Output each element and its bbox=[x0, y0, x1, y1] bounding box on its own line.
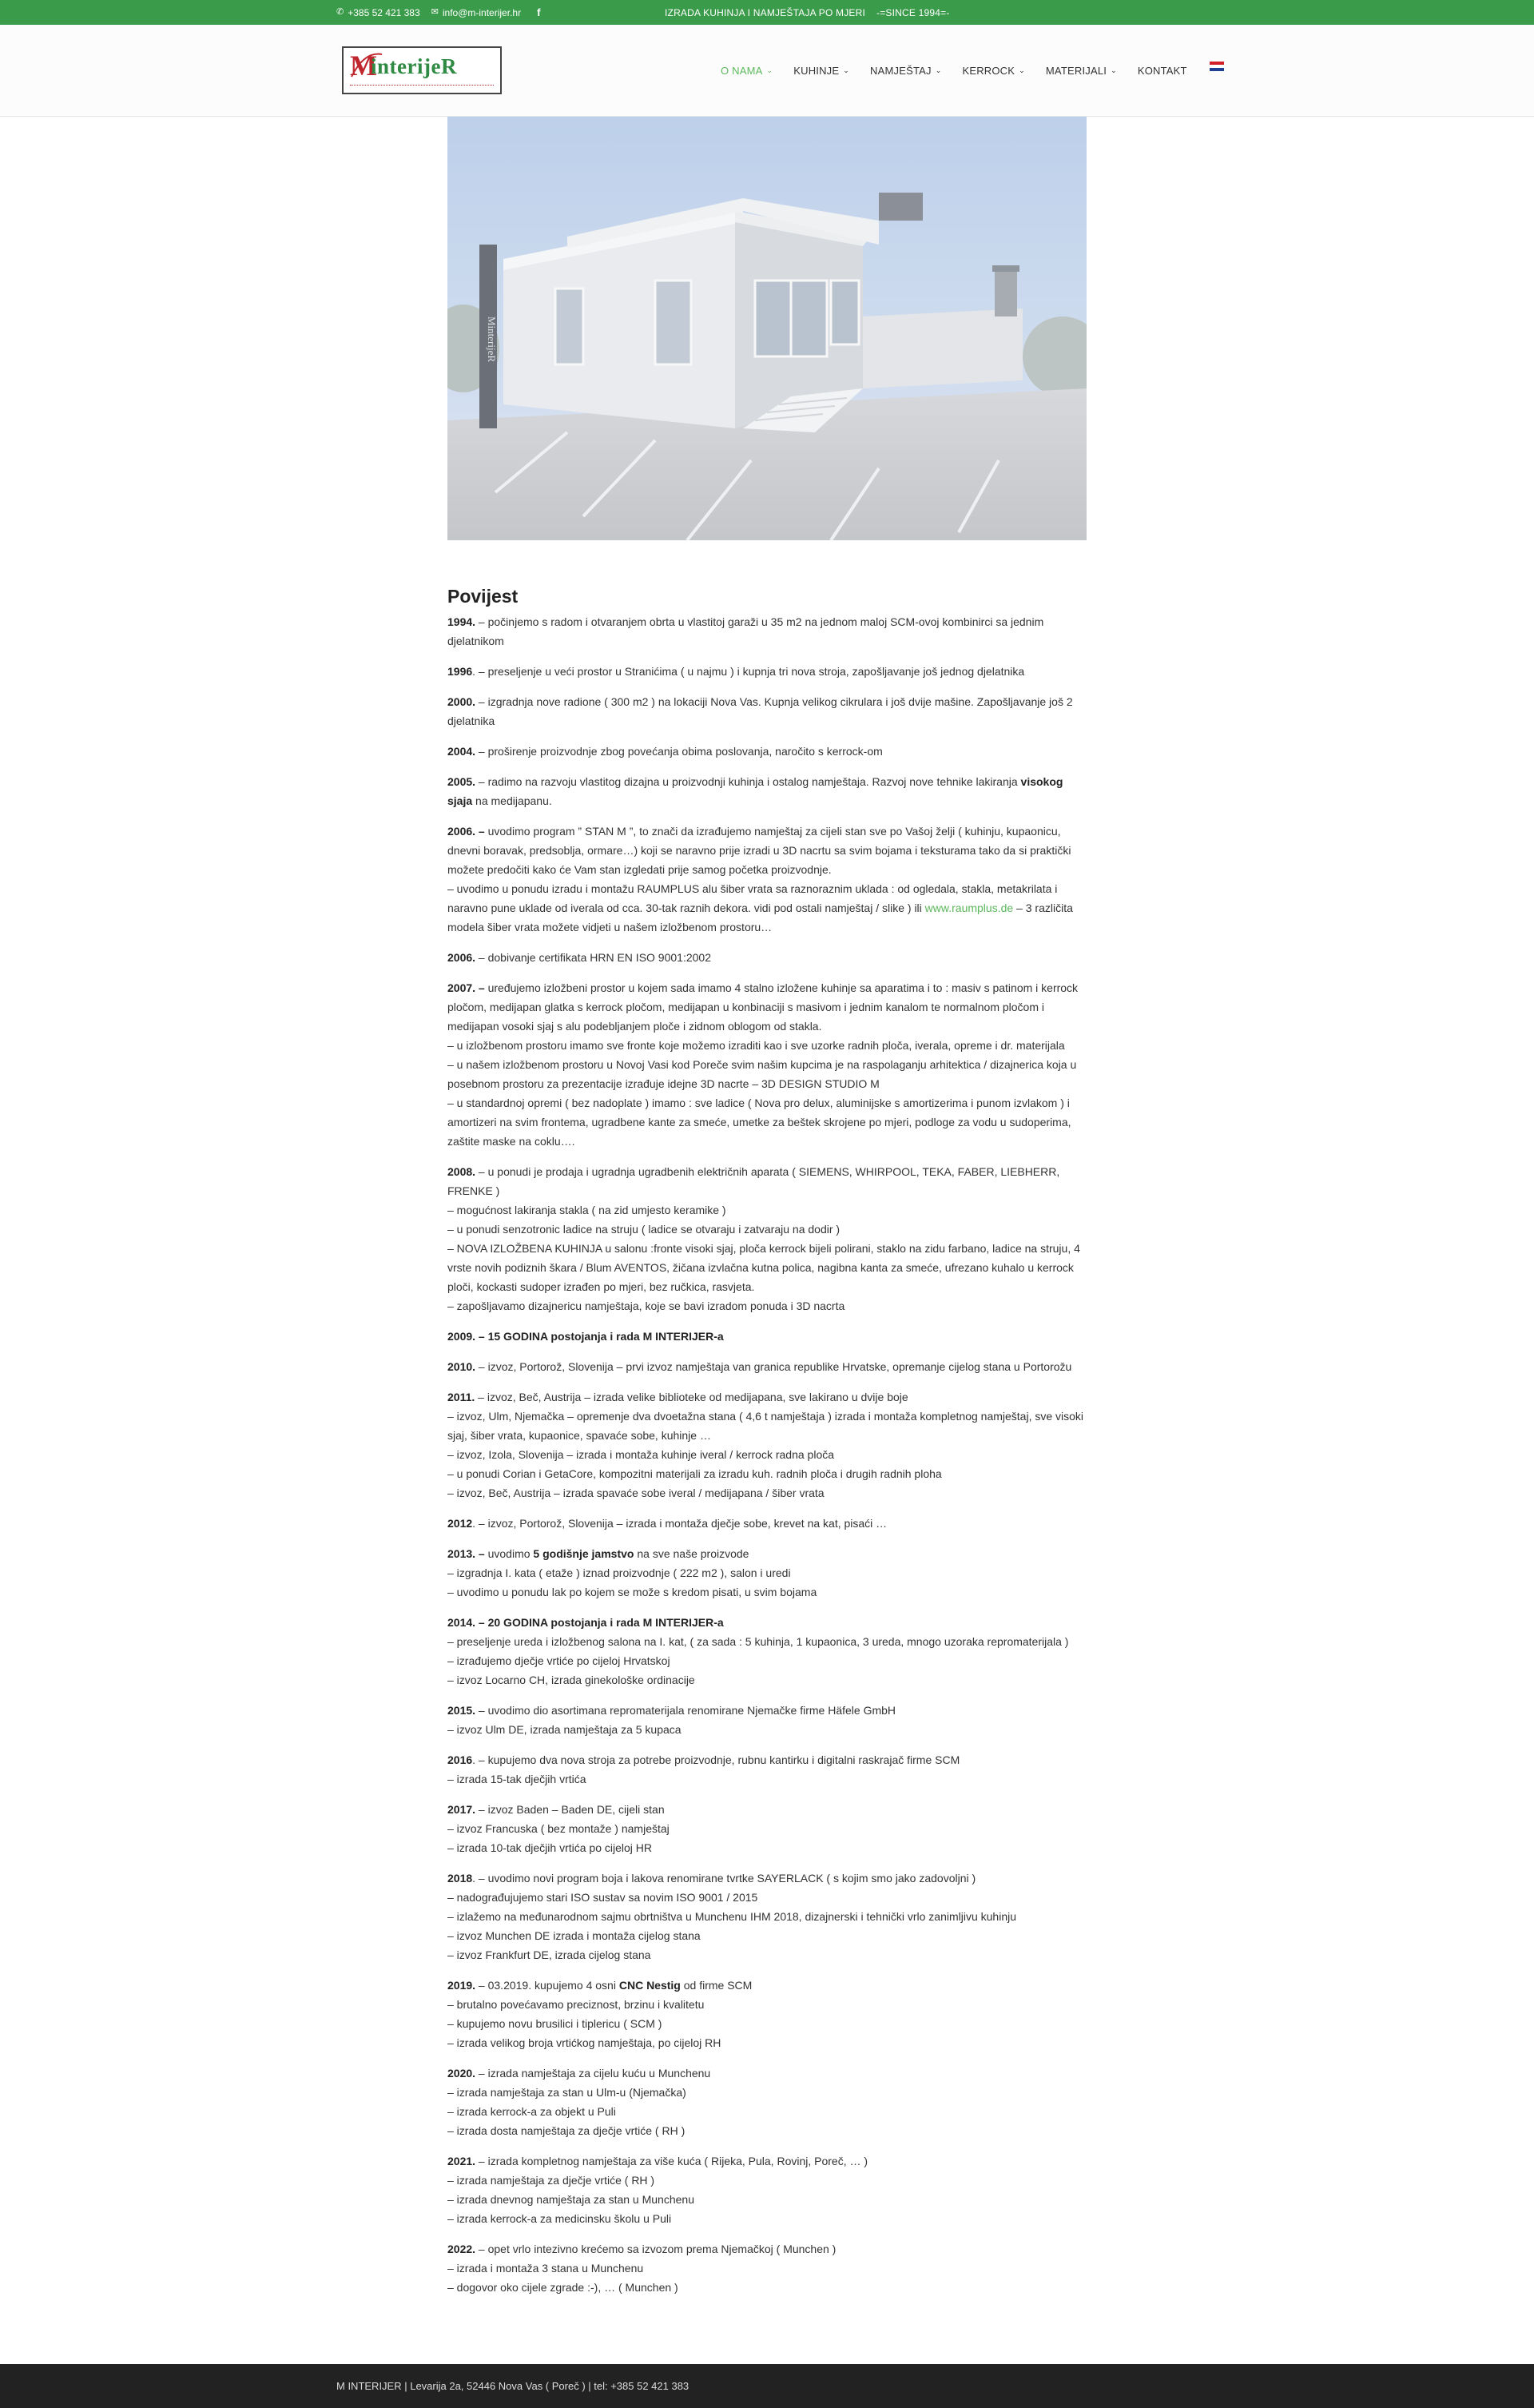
entry-text: . – kupujemo dva nova stroja za potrebe proizvodnje, rubnu kantirku i digitalni raskrajač firme SCM bbox=[472, 1753, 960, 1766]
entry-year: 2014. – 20 GODINA postojanja i rada M INTERIJER-a bbox=[447, 1616, 724, 1629]
history-entry bbox=[447, 1162, 1087, 1315]
raumplus-link[interactable]: www.raumplus.de bbox=[924, 902, 1014, 914]
entry-year: 1994. bbox=[447, 615, 476, 628]
entry-text: – u izložbenom prostoru imamo sve fronte koje možemo izraditi kao i sve uzorke radnih ploča, iverala, opreme i dr. materijala bbox=[447, 1039, 1065, 1052]
entry-year: 2022. bbox=[447, 2243, 476, 2255]
history-entry bbox=[447, 742, 1087, 761]
entry-text: – u ponudi Corian i GetaCore, kompozitni materijali za izradu kuh. radnih ploča i drugih radnih ploha bbox=[447, 1467, 942, 1480]
history-entry bbox=[447, 612, 1087, 651]
entry-text: – izrađujemo dječje vrtiće po cijeloj Hrvatskoj bbox=[447, 1654, 670, 1667]
entry-text: – u našem izložbenom prostoru u Novoj Vasi kod Poreče svim našim kupcima je na raspolaganju arhitektica / dizajnerica koja u posebnom prostoru za prezentacije izrađuje idejne 3D nacrte – 3D DESIGN STUDIO M bbox=[447, 1058, 1077, 1090]
entry-year: 5 godišnje jamstvo bbox=[533, 1547, 634, 1560]
nav-label: KERROCK bbox=[962, 65, 1015, 77]
history-entry bbox=[447, 1357, 1087, 1376]
entry-text: – u standardnoj opremi ( bez nadoplate ) imamo : sve ladice ( Nova pro delux, aluminijske s amortizerima i punom izvlakom ) i amortizeri na svim frontema, ugradbene kante za smeće, umetke za beštek skrojene po mjeri, podloge za vodu u sudoperima, zaštite maske na coklu…. bbox=[447, 1097, 1071, 1148]
entry-text: – izvoz Francuska ( bez montaže ) namještaj bbox=[447, 1822, 670, 1835]
entry-text: – proširenje proizvodnje zbog povećanja obima poslovanja, naročito s kerrock-om bbox=[475, 745, 883, 758]
history-entry bbox=[447, 1701, 1087, 1739]
entry-year: 2013. – bbox=[447, 1547, 485, 1560]
entry-year: CNC Nestig bbox=[618, 1979, 681, 1992]
entry-year: 2011. bbox=[447, 1391, 475, 1403]
entry-year: visokog sjaja bbox=[447, 775, 1063, 807]
history-entry bbox=[447, 978, 1087, 1151]
tagline-text: IZRADA KUHINJA I NAMJEŠTAJA PO MJERI bbox=[665, 6, 866, 18]
entry-text: – izvoz Baden – Baden DE, cijeli stan bbox=[475, 1803, 665, 1816]
entry-year: 2018 bbox=[447, 1872, 473, 1885]
history-entry bbox=[447, 692, 1087, 730]
nav-item-kontakt[interactable] bbox=[1138, 65, 1187, 77]
entry-year: 2007. – bbox=[447, 981, 485, 994]
entry-text: – počinjemo s radom i otvaranjem obrta u vlastitoj garaži u 35 m2 na jednom maloj SCM-ovoj kombinirci sa jednim djelatnikom bbox=[447, 615, 1044, 647]
entry-text: – uvodimo u ponudu izradu i montažu RAUMPLUS alu šiber vrata sa raznoraznim uklada : od ogledala, stakla, metakrilata i naravno pune uklade od iverala od cca. 30-tak raznih dekora. vidi pod ostali namještaj / slike ) ili bbox=[447, 882, 1058, 914]
nav-item-o-nama[interactable] bbox=[721, 65, 773, 77]
history-entry bbox=[447, 1800, 1087, 1857]
nav-label: KUHINJE bbox=[793, 65, 840, 77]
history-entry bbox=[447, 2151, 1087, 2228]
chevron-down-icon: ⌄ bbox=[1019, 66, 1025, 74]
entry-text: – izvoz, Beč, Austrija – izrada velike biblioteke od medijapana, sve lakirano u dvije boje bbox=[475, 1391, 908, 1403]
entry-text: – radimo na razvoju vlastitog dizajna u proizvodnji kuhinja i ostalog namještaja. Razvoj nove tehnike lakiranja bbox=[475, 775, 1021, 788]
history-entry bbox=[447, 772, 1087, 810]
entry-text: – uvodimo dio asortimana repromaterijala renomirane Njemačke firme Häfele GmbH bbox=[475, 1704, 896, 1717]
since-text: -=SINCE 1994=- bbox=[876, 6, 950, 18]
entry-text: – izvoz, Beč, Austrija – izrada spavaće sobe iveral / medijapana / šiber vrata bbox=[447, 1487, 825, 1499]
entry-text: . – preseljenje u veći prostor u Stranićima ( u najmu ) i kupnja tri nova stroja, zapošljavanje još jednog djelatnika bbox=[472, 665, 1025, 678]
chevron-down-icon: ⌄ bbox=[766, 66, 773, 74]
logo-letter: M bbox=[350, 50, 377, 82]
entry-year: 2006. – bbox=[447, 825, 485, 838]
footer-text: M INTERIJER | Levarija 2a, 52446 Nova Vas ( Poreč ) | tel: +385 52 421 383 bbox=[336, 2380, 690, 2392]
entry-text: – izlažemo na međunarodnom sajmu obrtništva u Munchenu IHM 2018, dizajnerski i tehnički vrlo zanimljivu kuhinju bbox=[447, 1910, 1017, 1923]
entry-year: 2017. bbox=[447, 1803, 476, 1816]
entry-text: – izvoz Munchen DE izrada i montaža cijelog stana bbox=[447, 1929, 701, 1942]
entry-text: – izrada namještaja za cijelu kuću u Munchenu bbox=[475, 2067, 711, 2080]
entry-year: 2012 bbox=[447, 1517, 473, 1530]
history-entry bbox=[447, 1327, 1087, 1346]
entry-text: uvodimo program ” STAN M ”, to znači da izrađujemo namještaj za cijeli stan sve po Vašoj želji ( kuhinju, kupaonicu, dnevni boravak, predsoblja, ormare…) koji se naravno prije izradi u 3D nacrtu sa svim bojama i teksturama tako da si praktički možete predočiti kako će Vam stan izgledati prije samog početka proizvodnje. bbox=[447, 825, 1071, 876]
croatian-flag-icon[interactable] bbox=[1210, 62, 1224, 71]
entry-text: – nadograđujujemo stari ISO sustav sa novim ISO 9001 / 2015 bbox=[447, 1891, 758, 1904]
entry-text: – preseljenje ureda i izložbenog salona na I. kat, ( za sada : 5 kuhinja, 1 kupaonica, 3 ureda, mnogo uzoraka repromaterijala ) bbox=[447, 1635, 1069, 1648]
chevron-down-icon: ⌄ bbox=[1111, 66, 1117, 74]
facebook-icon[interactable]: f bbox=[537, 6, 541, 18]
logo-word: interijeR bbox=[371, 54, 457, 78]
entry-text: – kupujemo novu brusilici i tiplericu ( SCM ) bbox=[447, 2017, 662, 2030]
entry-year: 2005. bbox=[447, 775, 476, 788]
entry-text: – izrada dnevnog namještaja za stan u Munchenu bbox=[447, 2193, 694, 2206]
entry-text: – izvoz Frankfurt DE, izrada cijelog stana bbox=[447, 1948, 651, 1961]
entry-year: 2019. bbox=[447, 1979, 476, 1992]
entry-text: – izrada dosta namještaja za dječje vrtiće ( RH ) bbox=[447, 2124, 686, 2137]
nav-item-kerrock[interactable] bbox=[962, 65, 1024, 77]
page-title: Povijest bbox=[447, 586, 519, 607]
entry-text: – izvoz Locarno CH, izrada ginekološke ordinacije bbox=[447, 1674, 695, 1686]
history-entry bbox=[447, 662, 1087, 681]
entry-year: 2015. bbox=[447, 1704, 476, 1717]
history-entry bbox=[447, 2064, 1087, 2140]
chevron-down-icon: ⌄ bbox=[843, 66, 850, 74]
top-tagline bbox=[665, 0, 950, 25]
history-entry bbox=[447, 1544, 1087, 1602]
entry-text: – izrada kerrock-a za objekt u Puli bbox=[447, 2105, 616, 2118]
entry-text: – izvoz, Ulm, Njemačka – opremenje dva dvoetažna stana ( 4,6 t namještaja ) izrada i montaža kompletnog namještaj, sve visoki sjaj, šiber vrata, kupaonice, spavaće sobe, kuhinje … bbox=[447, 1410, 1084, 1442]
site-header bbox=[0, 25, 1534, 117]
entry-text: – izvoz Ulm DE, izrada namještaja za 5 kupaca bbox=[447, 1723, 682, 1736]
entry-year: 2000. bbox=[447, 695, 476, 708]
hero-building-image bbox=[447, 117, 1087, 540]
logo-underline bbox=[350, 85, 494, 90]
entry-year: 2008. bbox=[447, 1165, 476, 1178]
nav-item-namjestaj[interactable] bbox=[870, 65, 941, 77]
history-entry bbox=[447, 1613, 1087, 1690]
phone-number[interactable]: +385 52 421 383 bbox=[348, 6, 420, 18]
entry-text: uređujemo izložbeni prostor u kojem sada imamo 4 stalno izložene kuhinje sa aparatima i to : masiv s patinom i kerrock pločom, medijapan glatka s kerrock pločom, medijapan u konbinaciji s masivom i jednim kanalom te normalnom pločom i medijapan vosoki sjaj s alu podebljanjem ploče i zidnom oblogom od stakla. bbox=[447, 981, 1079, 1033]
entry-text: – uvodimo u ponudu lak po kojem se može s kredom pisati, u svim bojama bbox=[447, 1586, 817, 1598]
entry-year: 2006. bbox=[447, 951, 476, 964]
entry-year: 2021. bbox=[447, 2155, 476, 2167]
entry-year: 2020. bbox=[447, 2067, 476, 2080]
history-entry bbox=[447, 2239, 1087, 2297]
entry-year: 2010. bbox=[447, 1360, 476, 1373]
main-nav bbox=[721, 25, 1224, 117]
nav-item-materijali[interactable] bbox=[1046, 65, 1117, 77]
history-entry bbox=[447, 948, 1087, 967]
phone-icon: ✆ bbox=[336, 7, 344, 17]
entry-text: – izvoz, Portorož, Slovenija – prvi izvoz namještaja van granica republike Hrvatske, opremanje cijelog stana u Portorožu bbox=[475, 1360, 1072, 1373]
nav-item-kuhinje[interactable] bbox=[793, 65, 849, 77]
site-footer bbox=[0, 2364, 1534, 2408]
entry-text: – dobivanje certifikata HRN EN ISO 9001:2002 bbox=[475, 951, 711, 964]
entry-year: 2016 bbox=[447, 1753, 473, 1766]
flag-stripe bbox=[1210, 68, 1224, 71]
entry-text: – izgradnja nove radione ( 300 m2 ) na lokaciji Nova Vas. Kupnja velikog cikrulara i još dvije mašine. Zapošljavanje još 2 djelatnika bbox=[447, 695, 1073, 727]
entry-text: – izrada namještaja za stan u Ulm-u (Njemačka) bbox=[447, 2086, 686, 2099]
entry-text: – brutalno povećavamo preciznost, brzinu i kvalitetu bbox=[447, 1998, 705, 2011]
email-contact[interactable] bbox=[431, 7, 521, 18]
entry-text: – mogućnost lakiranja stakla ( na zid umjesto keramike ) bbox=[447, 1204, 726, 1216]
entry-text: – 3 različita modela šiber vrata možete vidjeti u našem izložbenom prostoru… bbox=[447, 902, 1073, 933]
top-bar bbox=[0, 0, 1534, 25]
entry-text: – zapošljavamo dizajnericu namještaja, koje se bavi izradom ponuda i 3D nacrta bbox=[447, 1300, 845, 1312]
email-address[interactable]: info@m-interijer.hr bbox=[442, 6, 522, 18]
entry-year: 1996 bbox=[447, 665, 473, 678]
mail-icon: ✉ bbox=[431, 7, 439, 17]
history-entry bbox=[447, 1387, 1087, 1503]
entry-text: – izrada velikog broja vrtićkog namještaja, po cijeloj RH bbox=[447, 2036, 721, 2049]
nav-label: MATERIJALI bbox=[1045, 65, 1107, 77]
nav-label: KONTAKT bbox=[1137, 65, 1187, 77]
nav-label: NAMJEŠTAJ bbox=[870, 65, 932, 77]
entry-text: – izrada kerrock-a za medicinsku školu u Puli bbox=[447, 2212, 672, 2225]
entry-text: – izrada namještaja za dječje vrtiće ( RH ) bbox=[447, 2174, 655, 2187]
site-logo[interactable] bbox=[342, 46, 502, 94]
entry-text: – izgradnja I. kata ( etaže ) iznad proizvodnje ( 222 m2 ), salon i uredi bbox=[447, 1566, 791, 1579]
history-entry bbox=[447, 1976, 1087, 2052]
entry-text: . – izvoz, Portorož, Slovenija – izrada i montaža dječje sobe, krevet na kat, pisaći … bbox=[472, 1517, 888, 1530]
entry-year: 2004. bbox=[447, 745, 476, 758]
entry-text: – izvoz, Izola, Slovenija – izrada i montaža kuhinje iveral / kerrock radna ploča bbox=[447, 1448, 835, 1461]
building-photo bbox=[447, 117, 1087, 540]
history-entry bbox=[447, 1750, 1087, 1789]
entry-text: na sve naše proizvode bbox=[634, 1547, 749, 1560]
entry-text: – izrada i montaža 3 stana u Munchenu bbox=[447, 2262, 644, 2275]
entry-text: uvodimo bbox=[484, 1547, 534, 1560]
entry-text: od firme SCM bbox=[680, 1979, 753, 1992]
entry-text: – opet vrlo intezivno krećemo sa izvozom prema Njemačkoj ( Munchen ) bbox=[475, 2243, 837, 2255]
entry-text: – 03.2019. kupujemo 4 osni bbox=[475, 1979, 619, 1992]
entry-text: – izrada 10-tak dječjih vrtića po cijeloj HR bbox=[447, 1841, 652, 1854]
entry-text: – izrada 15-tak dječjih vrtića bbox=[447, 1773, 586, 1785]
pylon-sign-text: MinterijeR bbox=[486, 316, 498, 363]
history-entry bbox=[447, 1514, 1087, 1533]
nav-label: O NAMA bbox=[721, 65, 763, 77]
entry-year: 2009. – 15 GODINA postojanja i rada M INTERIJER-a bbox=[447, 1330, 724, 1343]
entry-text: – u ponudi senzotronic ladice na struju ( ladice se otvaraju i zatvaraju na dodir ) bbox=[447, 1223, 841, 1236]
history-entry bbox=[447, 1869, 1087, 1964]
entry-text: – NOVA IZLOŽBENA KUHINJA u salonu :fronte visoki sjaj, ploča kerrock bijeli polirani, staklo na zidu farbano, ladice na struju, 4 vrste novih podiznih škara / Blum AVENTOS, žičana izvlačna kutna polica, nagibna kanta za smeće, ufrezano kuhalo u kerrock ploči, kockasti sudoper izrađen po mjeri, bez ručkica, rasvjeta. bbox=[447, 1242, 1080, 1293]
history-list bbox=[447, 612, 1087, 2297]
entry-text: – u ponudi je prodaja i ugradnja ugradbenih električnih aparata ( SIEMENS, WHIRPOOL, TEKA, FABER, LIEBHERR, FRENKE ) bbox=[447, 1165, 1060, 1197]
chevron-down-icon: ⌄ bbox=[935, 66, 942, 74]
history-section bbox=[447, 583, 1087, 2308]
phone-contact[interactable] bbox=[336, 7, 420, 18]
entry-text: na medijapanu. bbox=[472, 794, 552, 807]
entry-text: – dogovor oko cijele zgrade :-), … ( Munchen ) bbox=[447, 2281, 678, 2294]
entry-text: . – uvodimo novi program boja i lakova renomirane tvrtke SAYERLACK ( s kojim smo jako zadovoljni ) bbox=[472, 1872, 976, 1885]
entry-text: – izrada kompletnog namještaja za više kuća ( Rijeka, Pula, Rovinj, Poreč, … ) bbox=[475, 2155, 868, 2167]
history-entry bbox=[447, 822, 1087, 937]
